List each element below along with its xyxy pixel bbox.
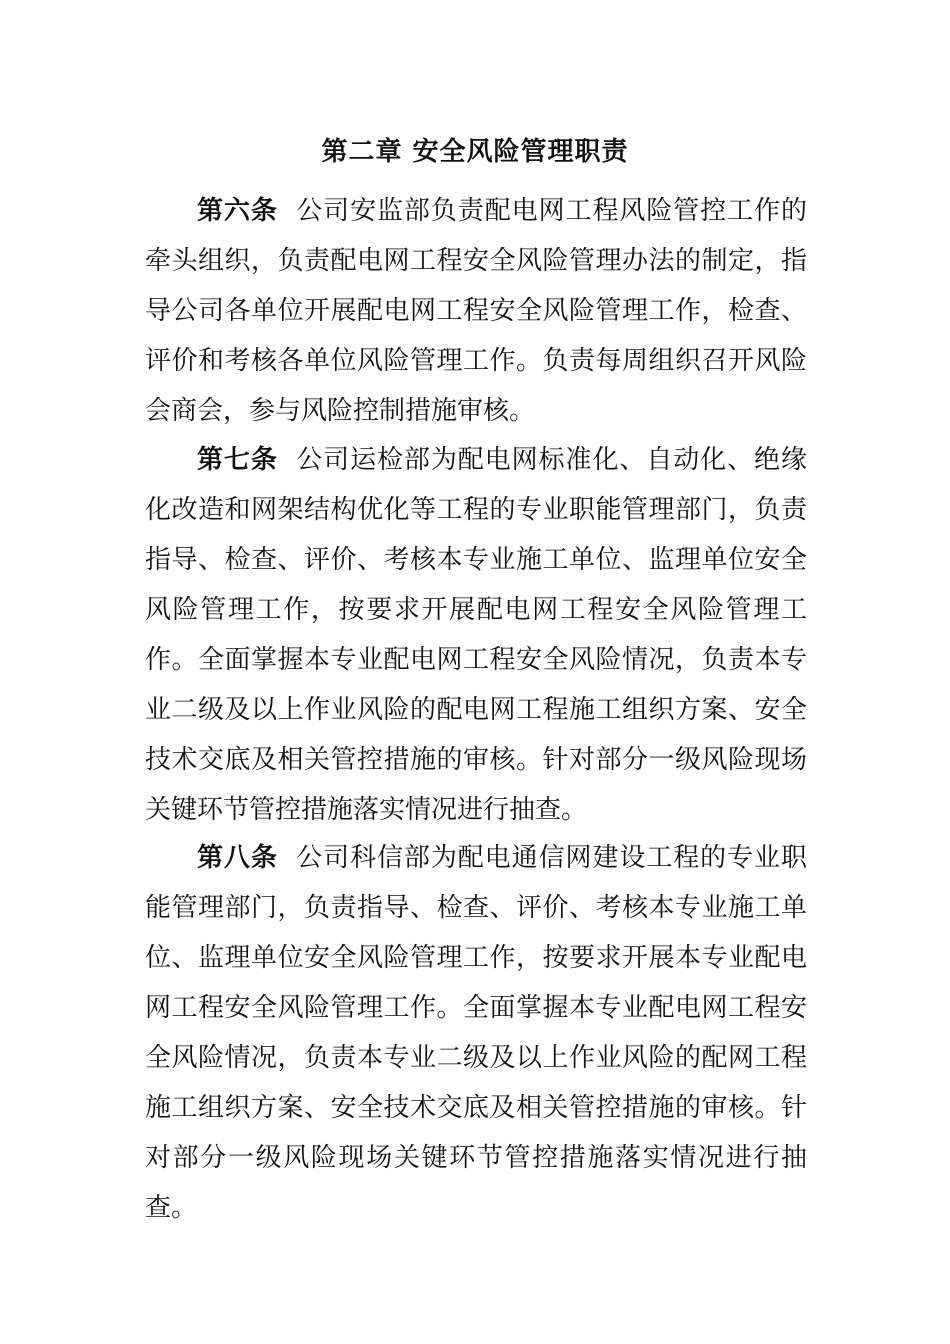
article-paragraph [145, 833, 807, 1233]
article-label: 第八条 [197, 843, 278, 873]
article-text: 公司运检部为配电网标准化、自动化、绝缘化改造和网架结构优化等工程的专业职能管理部门，负责指导、检查、评价、考核本专业施工单位、监理单位安全风险管理工作，按要求开展配电网工程安全风险管理工作。全面掌握本专业配电网工程安全风险情况，负责本专业二级及以上作业风险的配电网工程施工组织方案、安全技术交底及相关管控措施的审核。针对部分一级风险现场关键环节管控措施落实情况进行抽查。 [145, 445, 807, 825]
article-text: 公司安监部负责配电网工程风险管控工作的牵头组织，负责配电网工程安全风险管理办法的制定，指导公司各单位开展配电网工程安全风险管理工作，检查、评价和考核各单位风险管理工作。负责每周组织召开风险会商会，参与风险控制措施审核。 [145, 196, 807, 426]
article-label: 第七条 [197, 445, 278, 475]
article-paragraph [145, 435, 807, 835]
article-label: 第六条 [197, 196, 278, 226]
article-paragraph [145, 186, 807, 436]
chapter-title: 第二章 安全风险管理职责 [321, 137, 629, 167]
article-text: 公司科信部为配电通信网建设工程的专业职能管理部门，负责指导、检查、评价、考核本专业施工单位、监理单位安全风险管理工作，按要求开展本专业配电网工程安全风险管理工作。全面掌握本专业配电网工程安全风险情况，负责本专业二级及以上作业风险的配网工程施工组织方案、安全技术交底及相关管控措施的审核。针对部分一级风险现场关键环节管控措施落实情况进行抽查。 [145, 843, 807, 1223]
